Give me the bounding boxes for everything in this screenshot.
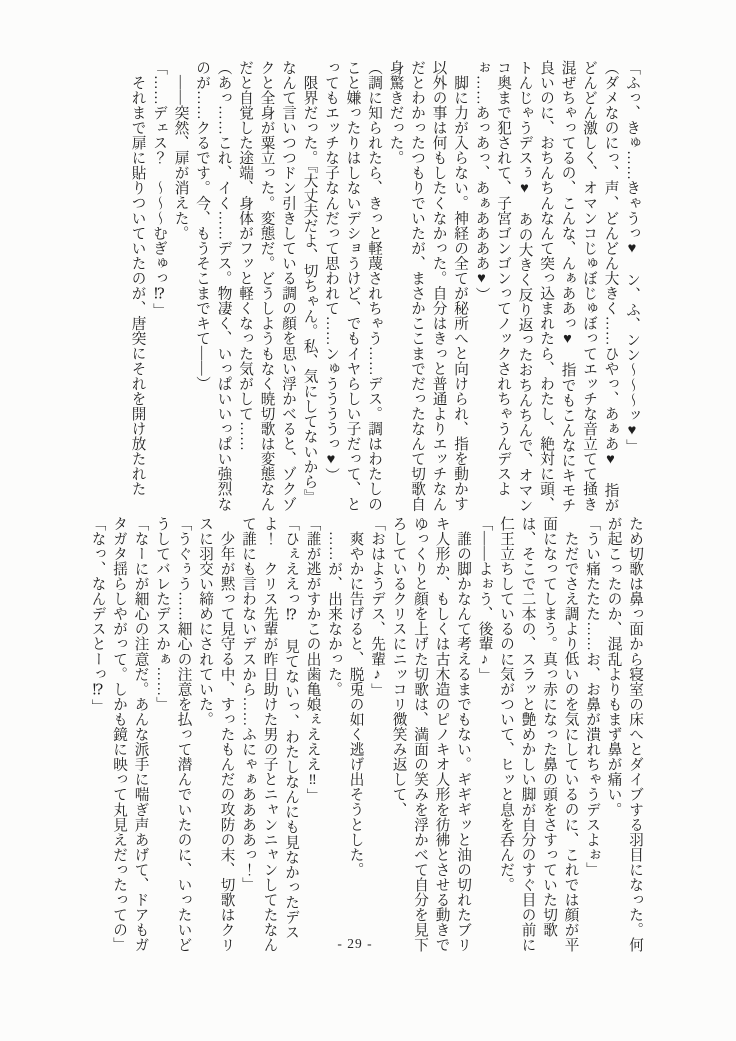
paragraph: ……が、出来なかった。 — [326, 530, 342, 697]
paragraph: 「ひぇええっ⁉ 見てないっ、わたしなんにも見なかったデスよ！ クリス先輩が昨日助けた男の子とニャンニャンしてたなんて誰にも言わないデスから……ふにゃぁああああっ！」 — [240, 516, 299, 953]
paragraph: 少年が黙って見守る中、すったもんだの攻防の末、切歌はクリスに羽交い締めにされていた。 — [197, 516, 235, 952]
paragraph: 限界だった。『大丈夫だよ、切ちゃん。私、気にしてないから』なんて言いつつドン引きしている調の顔を思い浮かべると、ゾクゾクと全身が粟立った。変態だ。どうしようもなく暁切歌は変態なんだと自覚した途端、身体がフッと軽くなった気がして…… — [237, 60, 318, 512]
paragraph: 「おはようデス、先輩♪」 — [369, 516, 385, 698]
paragraph: ため切歌は鼻っ面から寝室の床へとダイブする羽目になった。何が起こったのか、混乱よりもまず鼻が痛い。 — [605, 516, 643, 953]
bottom-text-block — [86, 516, 645, 954]
paragraph: ただでさえ調より低いのを気にしているのに、これでは顔が平面になってしまう。真っ赤になった鼻の頭をさすっていた切歌は、そこで二本の、スラッと艶めかしい脚が自分のすぐ目の前に仁王立ちしているのに気がついて、ヒッと息を呑んだ。 — [498, 516, 579, 953]
paragraph: 「……デェス？ 〜〜〜むぎゅっ⁉」 — [151, 60, 167, 319]
page-number: - 29 - — [337, 936, 373, 951]
paragraph: 爽やかに告げると、脱兎の如く逃げ出そうとした。 — [347, 530, 364, 877]
paragraph: 「ふっ、きゅ……きゃうっ♥ ン、ふ、ンン〜〜〜ッ♥」 — [624, 60, 640, 455]
paragraph: 誰の脚かなんて考えるまでもない。ギギギッと油の切れたブリキ人形か、もしくは古木造のピノキオ人形を彷彿とさせる動きでゆっくりと顔を上げた切歌は、満面の笑みを浮かべて自分を見下ろしているクリスにニッコリ微笑み返して、 — [390, 516, 471, 953]
paragraph: 「なーにが細心の注意だ。あんな派手に喘ぎ声あげて、ドアもガタガタ揺らしやがって。しかも鏡に映って丸見えだったっての」 — [111, 516, 149, 953]
paragraph: （調に知られたら、きっと軽蔑されちゃう……デス。調はわたしのこと嫌ったりはしないデショうけど、でもイヤらしい子だって、とってもエッチな子なんだって思われて……ンゅううううっ♥） — [323, 60, 382, 512]
paragraph: ――突然、扉が消えた。 — [172, 74, 189, 241]
paragraph: 「――よぉう、後輩♪」 — [476, 516, 493, 683]
paragraph: 「うい痛たたた……お、お鼻が潰れちゃうデスよぉ」 — [584, 516, 600, 878]
paragraph: 脚に力が入らない。神経の全てが秘所へと向けられ、指を動かす以外の事は何もしたくなかった。自分はきっと普通よりエッチなんだとわかったつもりでいたが、まさかここまでだったなんて切歌自身驚きだった。 — [387, 60, 468, 512]
paragraph: 「誰が逃がすかこの出歯亀娘ぇえええ‼」 — [304, 516, 321, 804]
top-text-block — [126, 60, 642, 514]
paragraph: （あっ……これ、イく……デス。物凄く、いっぱいいっぱい強烈なのが……クるです。今、もうそこまでキて――） — [194, 60, 232, 512]
paragraph: それまで扉に貼りついていたのが、唐突にそれを開け放たれた — [129, 74, 146, 496]
paragraph: 「うぐぅう……細心の注意を払って潜んでいたのに、いったいどうしてバレたデスかぁ……」 — [154, 516, 192, 953]
paragraph: 「なっ、なんデスとーっ⁉」 — [89, 516, 106, 715]
paragraph: （ダメなのにっ、声、どんどん大きく……ひやっ、あぁあ♥ 指がどんどん激しく、オマンコじゅぼじゅぼってエッチな音立てて掻き混ぜちゃってるの、こんな、んぁああっ♥ 指でもこんなにキモチ良いのに、おちんちんなんて突っ込まれたら、わたし、絶対に頭、トんじゃうデスぅ♥ あの大きく反り返ったおちんちんで、オマンコ奥まで犯されて、子宮ゴンゴンってノックされちゃうんデスよぉ……あっあっ、あぁああああ♥） — [473, 60, 619, 513]
